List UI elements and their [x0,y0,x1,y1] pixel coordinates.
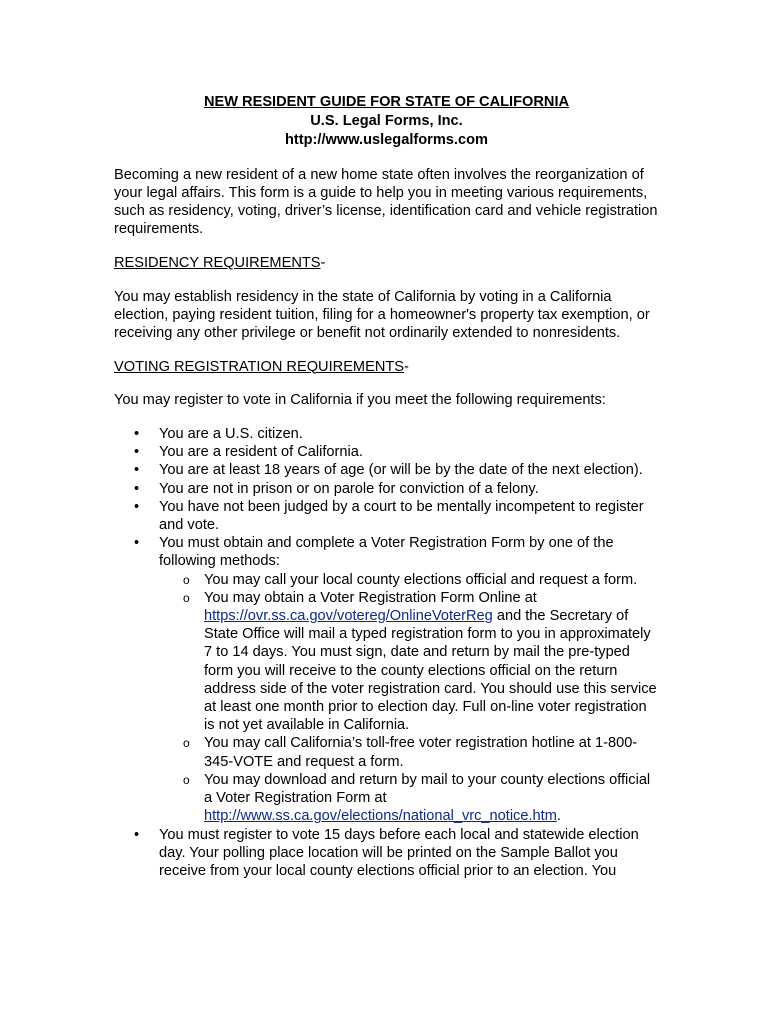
list-item: • You are at least 18 years of age (or will be by the date of the next election). [114,461,659,479]
voting-intro: You may register to vote in California if you meet the following requirements: [114,392,606,409]
voting-heading [114,358,659,376]
voting-heading-text: VOTING REGISTRATION REQUIREMENTS [114,358,405,375]
heading-dash: - [404,358,409,375]
voting-requirements-list [114,425,659,880]
document-page [114,93,659,880]
list-item: • You are a U.S. citizen. [114,425,659,443]
method-item: o You may call California’s toll-free voter registration hotline at 1-800-345-VOTE and request a form. [114,734,659,770]
method-text: You may download and return by mail to your county elections official a Voter Registration Form at [204,771,651,807]
method-text: and the Secretary of State Office will mail a typed registration form to you in approximately 7 to 14 days. You must sign, date and return by mail the pre-typed form you will receive to the county elections official on the return address side of the voter registration card. You should use this service at least one month prior to election day. Full on-line voter registration is not yet available in California. [204,608,657,734]
method-text: You may obtain a Voter Registration Form Online at [204,589,537,606]
method-item [114,589,659,735]
list-item: • You are a resident of California. [114,443,659,461]
list-item: • You have not been judged by a court to be mentally incompetent to register and vote. [114,498,659,534]
method-text: . [556,808,561,825]
online-voter-reg-link[interactable]: https://ovr.ss.ca.gov/votereg/OnlineVoterReg [204,608,493,625]
document-title: NEW RESIDENT GUIDE FOR STATE OF CALIFORNIA [203,94,570,110]
national-vrc-notice-link[interactable]: http://www.ss.ca.gov/elections/national_vrc_notice.htm [204,808,557,825]
company-url: http://www.uslegalforms.com [285,132,488,148]
document-header [114,93,659,150]
residency-heading-text: RESIDENCY REQUIREMENTS [114,254,321,271]
method-item [114,771,659,826]
residency-heading [114,254,659,272]
list-item [114,534,659,825]
method-item: o You may call your local county elections official and request a form. [114,571,659,589]
residency-paragraph: You may establish residency in the state of California by voting in a California election, paying resident tuition, filing for a homeowner's property tax exemption, or receiving any other privilege or benefit not ordinarily extended to nonresidents. [114,288,650,341]
intro-paragraph: Becoming a new resident of a new home state often involves the reorganization of your legal affairs. This form is a guide to help you in meeting various requirements, such as residency, voting, driver’s license, identification card and vehicle registration requirements. [114,166,658,238]
heading-dash: - [320,254,326,271]
list-item-text: You must obtain and complete a Voter Registration Form by one of the following methods: [159,535,614,570]
list-item: • You are not in prison or on parole for conviction of a felony. [114,480,659,498]
list-item: • You must register to vote 15 days before each local and statewide election day. Your polling place location will be printed on the Sample Ballot you receive from your local county elections official prior to an election. You [114,826,659,881]
company-name: U.S. Legal Forms, Inc. [310,113,463,129]
methods-list [159,571,659,826]
